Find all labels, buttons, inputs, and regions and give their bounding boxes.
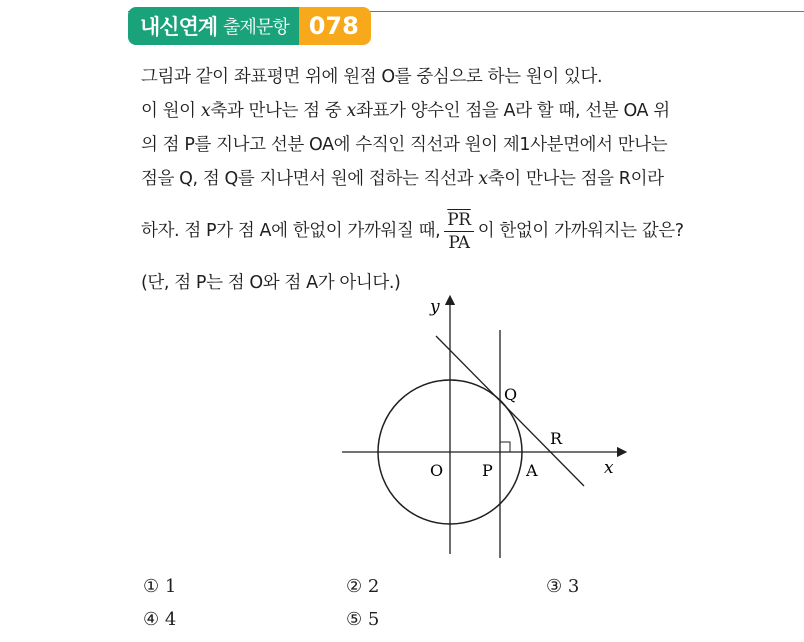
tangent-line	[436, 336, 584, 486]
x-axis-label: x	[604, 458, 614, 478]
problem-text	[141, 60, 804, 300]
text-segment: 좌표가 양수인 점을 A라 할 때, 선분 OA 위	[356, 101, 670, 121]
problem-line-3: 의 점 P를 지나고 선분 OA에 수직인 직선과 원이 제1사분면에서 만나는	[141, 135, 668, 155]
text-segment: 이 원이	[141, 101, 201, 121]
fraction-denominator: PA	[448, 232, 470, 253]
text-segment: 이 한없이 가까워지는 값은?	[477, 221, 684, 241]
problem-badge	[128, 7, 371, 45]
choice-1[interactable]	[143, 576, 176, 597]
choice-2[interactable]	[346, 576, 379, 597]
problem-line-5	[141, 196, 804, 266]
choice-3[interactable]	[546, 576, 579, 597]
choice-mark: ③	[546, 576, 563, 597]
text-segment: 점을 Q, 점 Q를 지나면서 원에 접하는 직선과	[141, 169, 479, 189]
point-o-label: O	[430, 461, 444, 480]
problem-line-4	[141, 162, 804, 196]
fraction-numerator: $\overline{PR}$	[447, 209, 471, 230]
choice-value: 5	[367, 609, 380, 630]
circle-tangent-figure	[340, 292, 630, 562]
math-x: x	[200, 101, 211, 121]
point-a-label: A	[526, 461, 538, 480]
math-x: x	[478, 169, 488, 189]
fraction-pr-over-pa	[444, 209, 473, 254]
choice-value: 1	[164, 576, 177, 597]
problem-line-1: 그림과 같이 좌표평면 위에 원점 O를 중심으로 하는 원이 있다.	[141, 67, 603, 87]
problem-line-6: (단, 점 P는 점 O와 점 A가 아니다.)	[141, 273, 401, 293]
text-segment: 하자. 점 P가 점 A에 한없이 가까워질 때,	[141, 221, 441, 241]
text-segment: 축이 만나는 점을 R이라	[487, 169, 664, 189]
y-axis-label: y	[430, 297, 440, 317]
choice-value: 2	[367, 576, 380, 597]
math-x: x	[346, 101, 356, 121]
choice-mark: ①	[143, 576, 160, 597]
choice-mark: ②	[346, 576, 363, 597]
problem-line-2	[141, 94, 804, 128]
choice-value: 4	[164, 609, 177, 630]
choice-value: 3	[567, 576, 580, 597]
choice-mark: ④	[143, 609, 160, 630]
point-p-label: P	[482, 461, 493, 480]
choice-4[interactable]	[143, 609, 176, 630]
problem-number: 078	[299, 7, 371, 45]
point-r-label: R	[550, 429, 563, 448]
right-angle-mark	[500, 442, 510, 452]
choice-5[interactable]	[346, 609, 379, 630]
point-q-label: Q	[504, 385, 518, 404]
badge-label	[128, 7, 299, 45]
choice-mark: ⑤	[346, 609, 363, 630]
text-segment: 축과 만나는 점 중	[210, 101, 347, 121]
badge-title: 내신연계	[140, 15, 218, 39]
badge-subtitle: 출제문항	[223, 17, 289, 38]
